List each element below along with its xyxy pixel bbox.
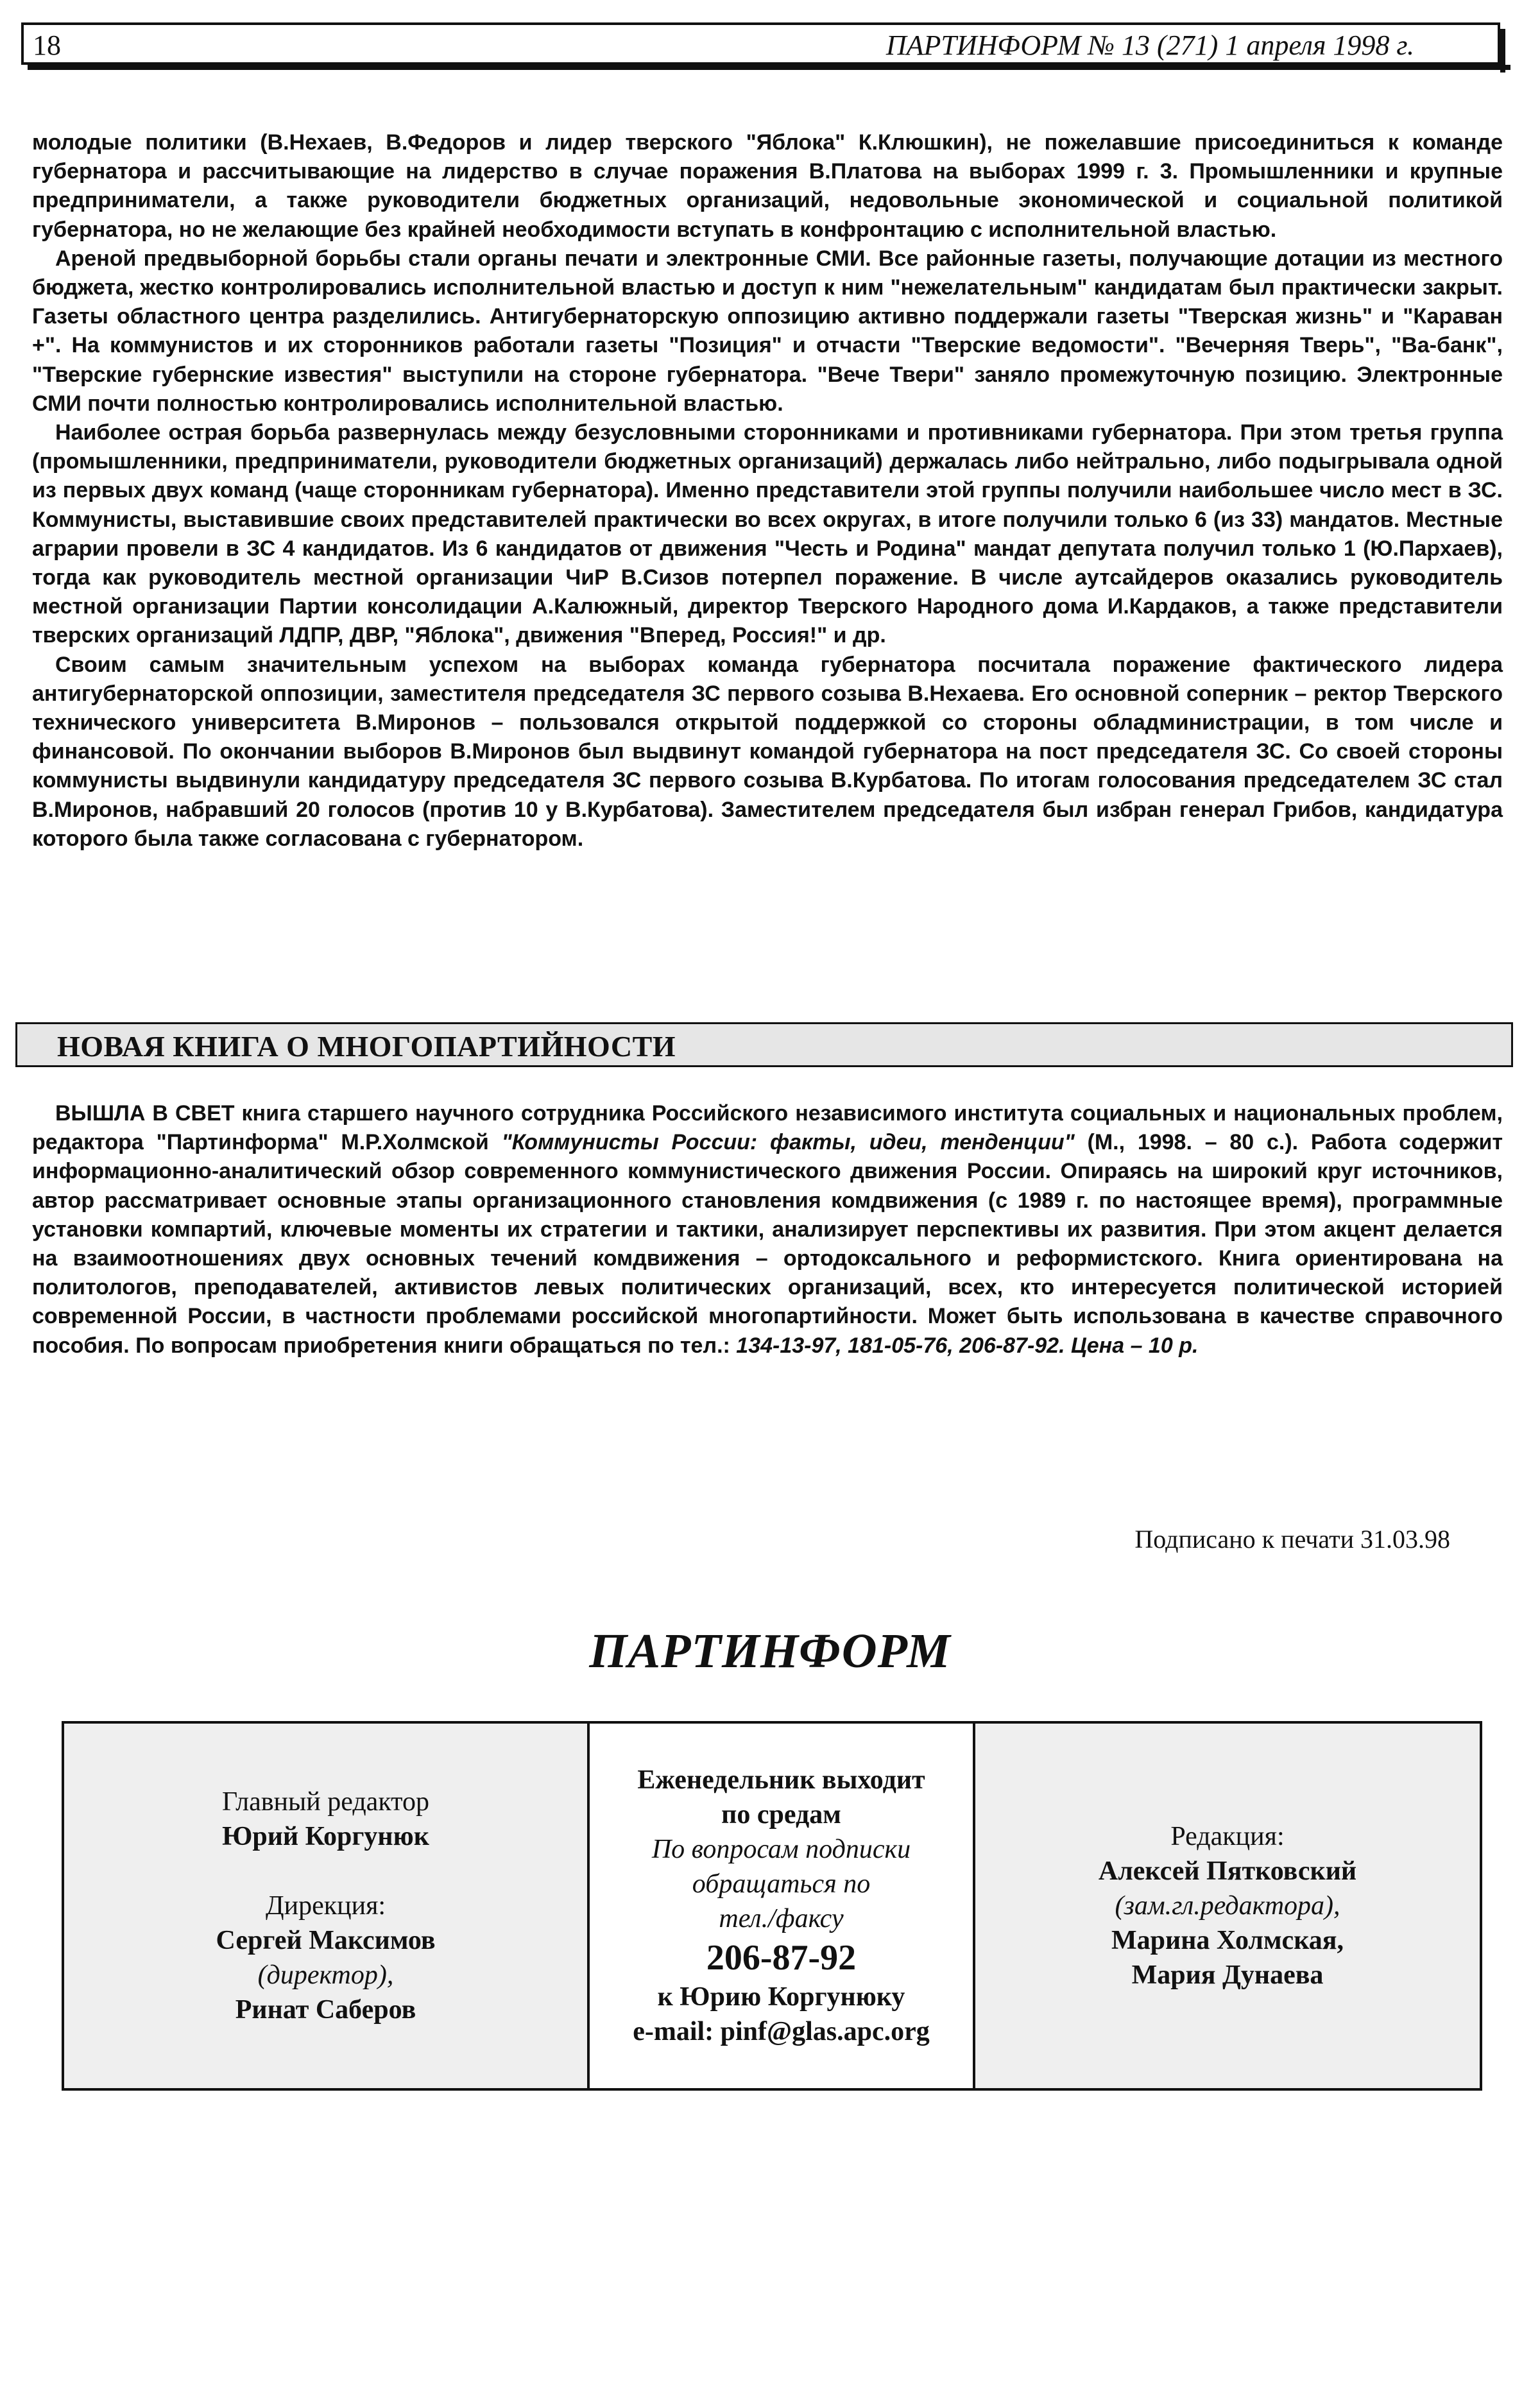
section-title: НОВАЯ КНИГА О МНОГОПАРТИЙНОСТИ (57, 1030, 676, 1063)
weekly-line: Еженедельник выходит (637, 1765, 925, 1795)
book-announcement (32, 1099, 1503, 1360)
directorate-label: Дирекция: (265, 1891, 386, 1921)
page-header (21, 22, 1500, 65)
editor-name: Марина Холмская, (1111, 1926, 1344, 1955)
weekly-line: по средам (721, 1800, 841, 1829)
imprint-box (62, 1721, 1482, 2091)
second-director-name: Ринат Саберов (235, 1995, 416, 2025)
book-body: (М., 1998. – 80 с.). Работа содержит информационно-аналитический обзор современного коммунистического движения России. Опираясь на широкий круг источников, автор рассматривает основные этапы организационного становления комдвижения (с 1989 г. по настоящее время), программные установки компартий, ключевые моменты их стратегии и тактики, анализирует перспективы их развития. При этом акцент делается на взаимоотношениях двух основных течений комдвижения – ортодоксального и реформистского. Книга ориентирована на политологов, преподавателей, активистов левых политических организаций, всех, кто интересуется политической историей современной России, в частности проблемами российской многопартийности. Может быть использована в качестве справочного пособия. По вопросам приобретения книги обращаться по тел.: (32, 1130, 1503, 1358)
chief-editor-name: Юрий Коргунюк (222, 1822, 429, 1851)
contact-person: к Юрию Коргунюку (657, 1982, 905, 2012)
phone-number: 206-87-92 (706, 1938, 857, 1978)
subscribe-line: тел./факсу (719, 1904, 844, 1933)
article-paragraph: Своим самым значительным успехом на выборах команда губернатора посчитала поражение фактического лидера антигубернаторской оппозиции, заместителя председателя ЗС первого созыва В.Нехаева. Его основной соперник – ректор Тверского технического университета В.Миронов – пользовался открытой поддержкой со стороны обладминистрации, в том числе и финансовой. По окончании выборов В.Миронов был выдвинут командой губернатора на пост председателя ЗС. Со своей стороны коммунисты выдвинули кандидатуру председателя ЗС первого созыва В.Курбатова. По итогам голосования председателем ЗС стал В.Миронов, набравший 20 голосов (против 10 у В.Курбатова). Заместителем председателя был избран генерал Грибов, кандидатура которого была также согласована с губернатором. (32, 652, 1503, 851)
email-address: e-mail: pinf@glas.apc.org (633, 2017, 930, 2046)
book-contacts: 134-13-97, 181-05-76, 206-87-92. Цена – 10 р. (736, 1333, 1199, 1358)
spacer (64, 1854, 587, 1889)
article-paragraph: Наиболее острая борьба развернулась между безусловными сторонниками и противниками губернатора. При этом третья группа (промышленники, предприниматели, руководители бюджетных организаций) держалась либо нейтрально, либо подыгрывала одной из первых двух команд (чаще сторонникам губернатора). Именно представители этой группы получили наибольшее число мест в ЗС. Коммунисты, выставившие своих представителей практически во всех округах, в итоге получили только 6 (из 33) мандатов. Местные аграрии провели в ЗС 4 кандидатов. Из 6 кандидатов от движения "Честь и Родина" мандат депутата получил только 1 (Ю.Пархаев), тогда как руководитель местной организации ЧиР В.Сизов потерпел поражение. В числе аутсайдеров оказались руководитель местной организации Партии консолидации А.Калюжный, директор Тверского Народного дома И.Кардаков, а также представители тверских организаций ЛДПР, ДВР, "Яблока", движения "Вперед, Россия!" и др. (32, 420, 1503, 648)
article-body (32, 128, 1503, 853)
imprint-column-editorial (975, 1724, 1480, 2088)
editor-role: (зам.гл.редактора), (1115, 1891, 1340, 1921)
imprint-column-subscription (590, 1724, 975, 2088)
masthead: ПАРТИНФОРМ (589, 1624, 951, 1678)
imprint-column-management (64, 1724, 590, 2088)
article-paragraph: Ареной предвыборной борьбы стали органы печати и электронные СМИ. Все районные газеты, получающие дотации из местного бюджета, жестко контролировались исполнительной властью и доступ к ним "нежелательным" кандидатам был практически закрыт. Газеты областного центра разделились. Антигубернаторскую оппозицию активно поддержали газеты "Тверская жизнь" и "Караван +". На коммунистов и их сторонников работали газеты "Позиция" и отчасти "Тверские ведомости". "Вечерняя Тверь", "Ва-банк", "Тверские губернские известия" выступили на стороне губернатора. "Вече Твери" заняло промежуточную позицию. Электронные СМИ почти полностью контролировались исполнительной властью. (32, 246, 1503, 416)
page-number: 18 (33, 30, 61, 61)
book-title: "Коммунисты России: факты, идеи, тенденции" (501, 1130, 1075, 1155)
subscribe-line: обращаться по (692, 1869, 871, 1899)
article-paragraph: молодые политики (В.Нехаев, В.Федоров и лидер тверского "Яблока" К.Клюшкин), не пожелавшие присоединиться к команде губернатора и рассчитывающие на лидерство в случае поражения В.Платова на выборах 1999 г. 3. Промышленники и крупные предприниматели, а также руководители бюджетных организаций, недовольные экономической и социальной политикой губернатора, но не желающие без крайней необходимости вступать в конфронтацию с исполнительной властью. (32, 130, 1503, 242)
signed-to-print: Подписано к печати 31.03.98 (1134, 1525, 1450, 1554)
subscribe-line: По вопросам подписки (651, 1835, 911, 1864)
director-name: Сергей Максимов (216, 1926, 436, 1955)
director-role: (директор), (257, 1960, 394, 1990)
section-heading-bar (15, 1022, 1513, 1067)
book-lead: ВЫШЛА В СВЕТ книга старшего научного сотрудника Российского независимого института социальных и национальных проблем, редактора "Партинформа" М.Р.Холмской (32, 1101, 1503, 1155)
issue-line: ПАРТИНФОРМ № 13 (271) 1 апреля 1998 г. (886, 30, 1414, 61)
editorial-label: Редакция: (1170, 1822, 1285, 1851)
chief-editor-label: Главный редактор (222, 1787, 429, 1817)
header-shadow-bottom (28, 65, 1510, 70)
book-paragraph (32, 1099, 1503, 1360)
editor-name: Мария Дунаева (1131, 1960, 1324, 1990)
editor-name: Алексей Пятковский (1098, 1856, 1357, 1886)
